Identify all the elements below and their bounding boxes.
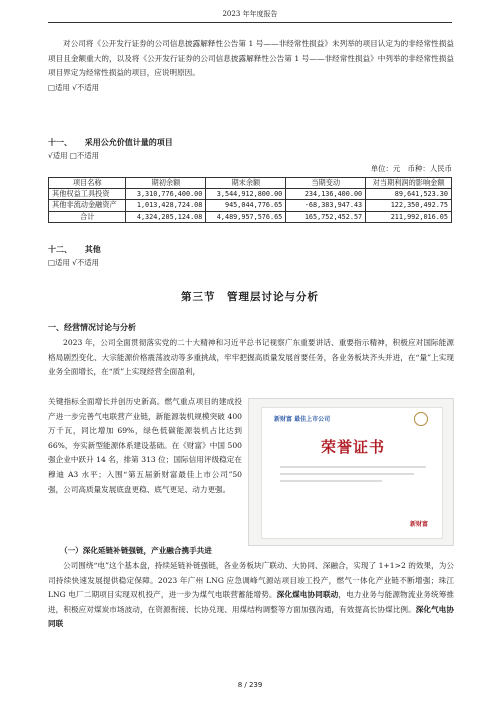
paragraph-2-text-c: ，电力业务与能源物流业务统筹推进，积极应对煤炭市场波动，在资源衔接、长协兑现、用煤结构调整等方面加强沟通，有效提高长协煤比例。 xyxy=(48,590,454,614)
cell-closing: 945,044,776.65 xyxy=(206,200,286,211)
section-11-options: √适用 □不适用 xyxy=(48,151,99,160)
section-11-heading xyxy=(48,137,173,148)
section-11-number: 十一、 xyxy=(48,138,72,147)
cell-profit-impact: 211,992,016.05 xyxy=(366,211,452,222)
page-header: 2023 年年度报告 xyxy=(222,10,278,18)
cell-closing: 4,489,957,576.65 xyxy=(206,211,286,222)
cell-name: 合计 xyxy=(49,211,126,222)
cell-change: 165,752,452.57 xyxy=(286,211,366,222)
cell-opening: 1,013,428,724.08 xyxy=(126,200,206,211)
cell-name: 其他非流动金融资产 xyxy=(49,200,126,211)
certificate-logo: 新财富 最佳上市公司 xyxy=(274,416,331,423)
paragraph-2-text-a: 公司围绕“电”这个基本盘，持续延链补链强链，各业务板块广联动、大协同、深融合，实现了 1+1>2 的效果，为公司持续快速发展提供稳定保障。2023 年广州 LNG 应急调峰气源站项目竣工投产，燃气一体化产业链不断增强；珠江 LNG 电厂二期项目实现双机投产，进一步为煤气电联营蓄能增势。 xyxy=(48,561,454,600)
certificate-title: 荣誉证书 xyxy=(320,438,385,456)
paragraph-2-bold-coal: 深化煤电协同联动 xyxy=(276,590,339,600)
certificate-badge-icon xyxy=(414,412,428,426)
col-header-name: 项目名称 xyxy=(49,178,126,189)
discussion-paragraph-1: 2023 年，公司全面贯彻落实党的二十大精神和习近平总书记视察广东重要讲话、重要指示精神，积极应对国际能源格局剧烈变化、大宗能源价格震荡波动等多重挑战，牢牢把握高质量发展首要任务，各业务板块齐头并进，在“量”上实现业务全面增长，在“质”上实现经营全面盈利， xyxy=(48,338,454,377)
intro-paragraph: 对公司将《公开发行证券的公司信息披露解释性公告第 1 号——非经常性损益》未列举的项目认定为的非经常性损益项目且金额重大的，以及将《公开发行证券的公司信息披露解释性公告第 1 号——非经常性损益》中列举的非经常性损益项目界定为经常性损益的项目，应说明原因。 xyxy=(48,39,454,78)
section-12-title: 其他 xyxy=(84,245,101,254)
certificate-stamp: 新财富 xyxy=(409,521,428,528)
table-unit-note: 单位：元 币种：人民币 xyxy=(370,164,452,173)
certificate-card xyxy=(261,407,443,539)
paragraph-2-bold-gas: 深化气电协同联 xyxy=(48,604,455,629)
table-row xyxy=(49,200,452,211)
cell-closing: 3,544,912,800.00 xyxy=(206,189,286,200)
col-header-closing: 期末余额 xyxy=(206,178,286,189)
header-divider xyxy=(48,22,452,23)
cell-profit-impact: 122,350,492.75 xyxy=(366,200,452,211)
table-total-row xyxy=(49,211,452,222)
cell-profit-impact: 89,641,523.30 xyxy=(366,189,452,200)
cell-opening: 3,310,776,400.00 xyxy=(126,189,206,200)
cell-opening: 4,324,205,124.08 xyxy=(126,211,206,222)
chapter-title: 第三节 管理层讨论与分析 xyxy=(181,291,319,303)
honor-certificate-image xyxy=(248,398,454,546)
section-11-title: 采用公允价值计量的项目 xyxy=(84,138,173,147)
discussion-heading: 一、经营情况讨论与分析 xyxy=(48,323,136,332)
subsection-1-heading: （一）深化延链补链强链，产业融合携手共进 xyxy=(60,546,212,555)
section-12-number: 十二、 xyxy=(48,245,72,254)
certificate-text-lines xyxy=(280,466,426,487)
intro-options: □适用 √不适用 xyxy=(48,83,99,92)
cell-change: 234,136,400.00 xyxy=(286,189,366,200)
cell-name: 其他权益工具投资 xyxy=(49,189,126,200)
table-row xyxy=(49,189,452,200)
section-12-heading xyxy=(48,244,101,255)
discussion-paragraph-2 xyxy=(48,559,454,632)
discussion-paragraph-1-continued: 关键指标全面增长并创历史新高。燃气重点项目的建成投产进一步完善气电联营产业链，新能源装机规模突破 400 万千瓦，同比增加 69%，绿色低碳能源装机占比达到 66%，夯实新型能源体系建设基础。在《财富》中国 500 强企业中跃升 14 名，排第 313 位；国际信用评级稳定在穆迪 A3 水平；入围“第五届新财富最佳上市公司”50 强，公司高质量发展底盘更稳、底气更足、动力更强。 xyxy=(48,397,242,494)
page-number: 8 / 239 xyxy=(237,681,263,689)
table-header-row xyxy=(49,178,452,189)
col-header-opening: 期初余额 xyxy=(126,178,206,189)
cell-change: -68,383,947.43 xyxy=(286,200,366,211)
section-12-options: □适用 √不适用 xyxy=(48,258,99,267)
fair-value-table xyxy=(48,177,452,223)
col-header-change: 当期变动 xyxy=(286,178,366,189)
col-header-profit-impact: 对当期利润的影响金额 xyxy=(366,178,452,189)
